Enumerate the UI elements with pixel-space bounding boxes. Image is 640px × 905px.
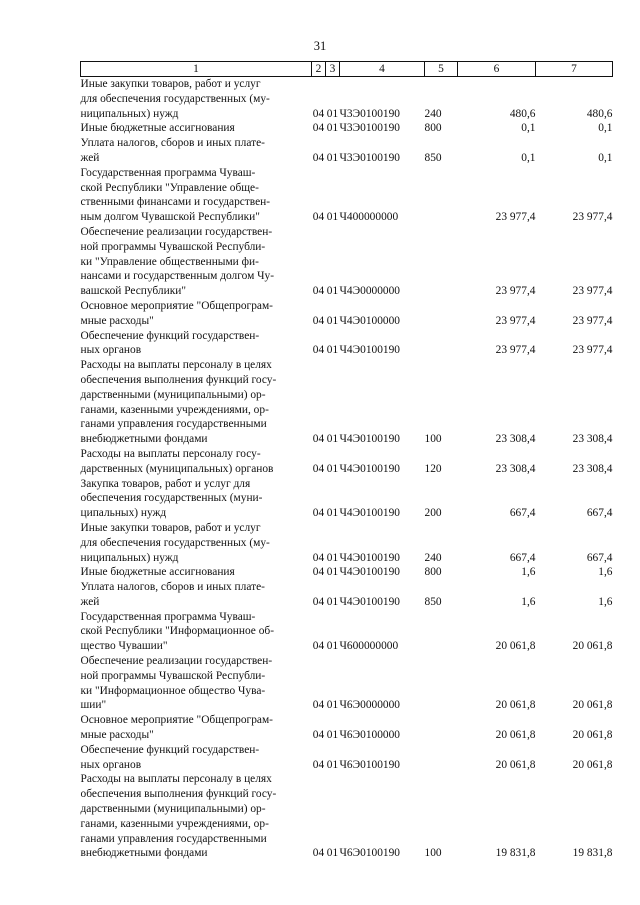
amount-col-7: 0,1 xyxy=(598,122,613,135)
expense-type-code: 240 xyxy=(424,107,442,120)
table-row xyxy=(81,772,613,861)
description-line: Иные закупки товаров, работ и услуг xyxy=(80,78,261,90)
section-code: 04 xyxy=(312,566,325,579)
section-code: 04 xyxy=(312,729,325,742)
amount-col-7: 20 061,8 xyxy=(572,758,613,771)
table-row xyxy=(81,580,613,610)
amount-col-7: 23 308,4 xyxy=(572,433,613,446)
section-code: 04 xyxy=(312,122,325,135)
table-row xyxy=(81,77,613,122)
table-row xyxy=(81,121,613,136)
amount-col-6: 667,4 xyxy=(509,507,536,520)
target-article-code: Ч6Э0000000 xyxy=(339,699,400,712)
target-article-code: Ч4Э0100190 xyxy=(339,566,400,579)
target-article-code: Ч6Э0100190 xyxy=(339,758,400,771)
target-article-code: Ч4Э0100190 xyxy=(339,595,400,608)
row-description xyxy=(81,225,312,299)
description-line: Обеспечение функций государствен- xyxy=(80,743,260,756)
table-row xyxy=(81,654,613,713)
row-description xyxy=(81,743,312,773)
amount-col-7: 480,6 xyxy=(586,107,613,120)
description-line: Иные бюджетные ассигнования xyxy=(80,566,235,579)
section-code: 04 xyxy=(312,344,325,357)
description-line: Расходы на выплаты персоналу в целях xyxy=(80,773,272,786)
row-description xyxy=(81,136,312,166)
description-line: Основное мероприятие "Общепрограм- xyxy=(80,714,273,727)
amount-col-6: 23 308,4 xyxy=(495,462,536,475)
amount-col-7: 23 977,4 xyxy=(572,344,613,357)
table-row xyxy=(81,713,613,743)
expense-type-code xyxy=(425,299,458,329)
subsection-code: 01 xyxy=(326,595,339,608)
description-line: ской Республики "Информационное об- xyxy=(80,625,274,638)
table-row xyxy=(81,299,613,329)
amount-col-6: 23 308,4 xyxy=(495,433,536,446)
amount-col-7: 667,4 xyxy=(586,551,613,564)
row-description xyxy=(81,610,312,654)
section-code: 04 xyxy=(312,758,325,771)
column-header-4: 4 xyxy=(340,62,425,77)
description-line: Иные бюджетные ассигнования xyxy=(80,122,235,135)
amount-col-6: 480,6 xyxy=(509,107,536,120)
target-article-code: Ч4Э0100190 xyxy=(339,344,400,357)
target-article-code: Ч4Э0100190 xyxy=(339,507,400,520)
row-description xyxy=(81,713,312,743)
expense-type-code: 200 xyxy=(424,507,442,520)
section-code: 04 xyxy=(312,462,325,475)
row-description xyxy=(81,121,312,136)
section-code: 04 xyxy=(312,507,325,520)
table-row xyxy=(81,329,613,359)
expense-type-code: 100 xyxy=(424,433,442,446)
description-line: внебюджетными фондами xyxy=(80,433,208,446)
description-line: ки "Управление общественными фи- xyxy=(80,255,259,268)
section-code: 04 xyxy=(312,847,325,860)
amount-col-6: 19 831,8 xyxy=(495,847,536,860)
amount-col-7: 23 977,4 xyxy=(572,285,613,298)
target-article-code: Ч6Э0100000 xyxy=(339,729,400,742)
table-row xyxy=(81,166,613,225)
amount-col-6: 20 061,8 xyxy=(495,699,536,712)
table-row xyxy=(81,358,613,447)
target-article-code: Ч4Э0100190 xyxy=(339,433,400,446)
column-header-1: 1 xyxy=(81,62,312,77)
description-line: мные расходы" xyxy=(80,314,154,327)
subsection-code: 01 xyxy=(326,211,339,224)
expense-type-code xyxy=(425,225,458,299)
description-line: ганами управления государственными xyxy=(80,418,267,431)
description-line: для обеспечения государственных (му- xyxy=(80,536,270,549)
description-line: ной программы Чувашской Республи- xyxy=(80,240,266,253)
amount-col-6: 23 977,4 xyxy=(495,344,536,357)
target-article-code: Ч4Э0000000 xyxy=(339,285,400,298)
description-line: мные расходы" xyxy=(80,729,154,742)
amount-col-7: 23 977,4 xyxy=(572,314,613,327)
amount-col-7: 20 061,8 xyxy=(572,729,613,742)
row-description xyxy=(81,521,312,565)
amount-col-6: 23 977,4 xyxy=(495,211,536,224)
description-line: ственными финансами и государствен- xyxy=(80,196,271,209)
description-line: дарственными (муниципальными) ор- xyxy=(80,388,266,401)
amount-col-6: 0,1 xyxy=(521,122,536,135)
section-code: 04 xyxy=(312,551,325,564)
expense-type-code: 240 xyxy=(424,551,442,564)
description-line: обеспечения выполнения функций госу- xyxy=(80,373,277,386)
description-line: ганами управления государственными xyxy=(80,832,267,845)
amount-col-6: 1,6 xyxy=(521,566,536,579)
description-line: ки "Информационное общество Чува- xyxy=(80,684,266,697)
target-article-code: Ч3Э0100190 xyxy=(339,151,400,164)
row-description xyxy=(81,772,312,861)
target-article-code: Ч600000000 xyxy=(339,640,399,653)
description-line: Уплата налогов, сборов и иных плате- xyxy=(80,137,265,150)
description-line: Уплата налогов, сборов и иных плате- xyxy=(80,581,265,594)
description-line: обеспечения выполнения функций госу- xyxy=(80,788,277,801)
section-code: 04 xyxy=(312,433,325,446)
subsection-code: 01 xyxy=(326,151,339,164)
expense-type-code: 850 xyxy=(424,595,442,608)
target-article-code: Ч4Э0100190 xyxy=(339,462,400,475)
description-line: нансами и государственным долгом Чу- xyxy=(80,270,275,283)
row-description xyxy=(81,565,312,580)
description-line: для обеспечения государственных (му- xyxy=(80,92,270,105)
amount-col-6: 667,4 xyxy=(509,551,536,564)
target-article-code: Ч4Э0100000 xyxy=(339,314,400,327)
amount-col-6: 20 061,8 xyxy=(495,758,536,771)
description-line: Государственная программа Чуваш- xyxy=(80,610,256,623)
subsection-code: 01 xyxy=(326,551,339,564)
section-code: 04 xyxy=(312,211,325,224)
subsection-code: 01 xyxy=(326,566,339,579)
description-line: щество Чувашии" xyxy=(80,640,168,653)
amount-col-7: 1,6 xyxy=(598,566,613,579)
expense-type-code xyxy=(425,654,458,713)
expense-type-code xyxy=(425,329,458,359)
description-line: Обеспечение реализации государствен- xyxy=(80,225,273,238)
table-row xyxy=(81,447,613,477)
expense-type-code: 800 xyxy=(424,122,442,135)
table-row xyxy=(81,743,613,773)
expense-type-code: 120 xyxy=(424,462,442,475)
expense-type-code xyxy=(425,166,458,225)
subsection-code: 01 xyxy=(326,462,339,475)
row-description xyxy=(81,358,312,447)
description-line: жей xyxy=(80,595,100,608)
amount-col-7: 19 831,8 xyxy=(572,847,613,860)
description-line: шии" xyxy=(80,699,107,712)
section-code: 04 xyxy=(312,314,325,327)
amount-col-7: 667,4 xyxy=(586,507,613,520)
table-body xyxy=(81,77,613,862)
description-line: вашской Республики" xyxy=(80,285,186,298)
amount-col-7: 23 308,4 xyxy=(572,462,613,475)
description-line: обеспечения государственных (муни- xyxy=(80,492,263,505)
table-row xyxy=(81,225,613,299)
subsection-code: 01 xyxy=(326,847,339,860)
row-description xyxy=(81,329,312,359)
description-line: Государственная программа Чуваш- xyxy=(80,166,256,179)
description-line: ципальных) нужд xyxy=(80,507,167,520)
description-line: внебюджетными фондами xyxy=(80,847,208,860)
amount-col-7: 23 977,4 xyxy=(572,211,613,224)
expense-type-code xyxy=(425,610,458,654)
row-description xyxy=(81,447,312,477)
subsection-code: 01 xyxy=(326,344,339,357)
amount-col-7: 20 061,8 xyxy=(572,699,613,712)
row-description xyxy=(81,166,312,225)
description-line: ным долгом Чувашской Республики" xyxy=(80,211,260,224)
target-article-code: Ч3Э0100190 xyxy=(339,107,400,120)
description-line: ской Республики "Управление обще- xyxy=(80,181,259,194)
header-row xyxy=(81,62,613,77)
target-article-code: Ч4Э0100190 xyxy=(339,551,400,564)
expense-type-code xyxy=(425,713,458,743)
target-article-code: Ч6Э0100190 xyxy=(339,847,400,860)
table-row xyxy=(81,477,613,521)
row-description xyxy=(81,77,312,122)
amount-col-6: 1,6 xyxy=(521,595,536,608)
row-description xyxy=(81,654,312,713)
section-code: 04 xyxy=(312,699,325,712)
description-line: Иные закупки товаров, работ и услуг xyxy=(80,521,261,534)
description-line: ной программы Чувашской Республи- xyxy=(80,669,266,682)
column-header-5: 5 xyxy=(425,62,458,77)
table-row xyxy=(81,136,613,166)
table-row xyxy=(81,610,613,654)
amount-col-6: 20 061,8 xyxy=(495,640,536,653)
subsection-code: 01 xyxy=(326,758,339,771)
page-number: 31 xyxy=(313,39,327,53)
budget-table xyxy=(80,61,613,861)
row-description xyxy=(81,299,312,329)
table-row xyxy=(81,521,613,565)
description-line: ганами, казенными учреждениями, ор- xyxy=(80,817,269,830)
subsection-code: 01 xyxy=(326,314,339,327)
description-line: Расходы на выплаты персоналу госу- xyxy=(80,447,261,460)
subsection-code: 01 xyxy=(326,729,339,742)
amount-col-7: 0,1 xyxy=(598,151,613,164)
description-line: ниципальных) нужд xyxy=(80,107,179,120)
description-line: Обеспечение реализации государствен- xyxy=(80,655,273,668)
expense-type-code: 100 xyxy=(424,847,442,860)
description-line: жей xyxy=(80,151,100,164)
section-code: 04 xyxy=(312,151,325,164)
subsection-code: 01 xyxy=(326,122,339,135)
description-line: дарственных (муниципальных) органов xyxy=(80,462,274,475)
section-code: 04 xyxy=(312,640,325,653)
column-header-6: 6 xyxy=(458,62,536,77)
row-description xyxy=(81,580,312,610)
amount-col-7: 20 061,8 xyxy=(572,640,613,653)
amount-col-7: 1,6 xyxy=(598,595,613,608)
subsection-code: 01 xyxy=(326,507,339,520)
amount-col-6: 23 977,4 xyxy=(495,314,536,327)
description-line: Расходы на выплаты персоналу в целях xyxy=(80,359,272,372)
section-code: 04 xyxy=(312,107,325,120)
section-code: 04 xyxy=(312,285,325,298)
description-line: дарственными (муниципальными) ор- xyxy=(80,803,266,816)
column-header-3: 3 xyxy=(326,62,340,77)
description-line: ганами, казенными учреждениями, ор- xyxy=(80,403,269,416)
table-row xyxy=(81,565,613,580)
subsection-code: 01 xyxy=(326,640,339,653)
amount-col-6: 0,1 xyxy=(521,151,536,164)
amount-col-6: 23 977,4 xyxy=(495,285,536,298)
amount-col-6: 20 061,8 xyxy=(495,729,536,742)
description-line: ниципальных) нужд xyxy=(80,551,179,564)
expense-type-code: 850 xyxy=(424,151,442,164)
target-article-code: Ч400000000 xyxy=(339,211,399,224)
subsection-code: 01 xyxy=(326,107,339,120)
expense-type-code xyxy=(425,743,458,773)
description-line: Обеспечение функций государствен- xyxy=(80,329,260,342)
description-line: ных органов xyxy=(80,758,142,771)
section-code: 04 xyxy=(312,595,325,608)
expense-type-code: 800 xyxy=(424,566,442,579)
subsection-code: 01 xyxy=(326,285,339,298)
column-header-2: 2 xyxy=(312,62,326,77)
row-description xyxy=(81,477,312,521)
subsection-code: 01 xyxy=(326,433,339,446)
target-article-code: Ч3Э0100190 xyxy=(339,122,400,135)
subsection-code: 01 xyxy=(326,699,339,712)
description-line: Закупка товаров, работ и услуг для xyxy=(80,477,251,490)
description-line: Основное мероприятие "Общепрограм- xyxy=(80,299,273,312)
column-header-7: 7 xyxy=(536,62,613,77)
description-line: ных органов xyxy=(80,344,142,357)
